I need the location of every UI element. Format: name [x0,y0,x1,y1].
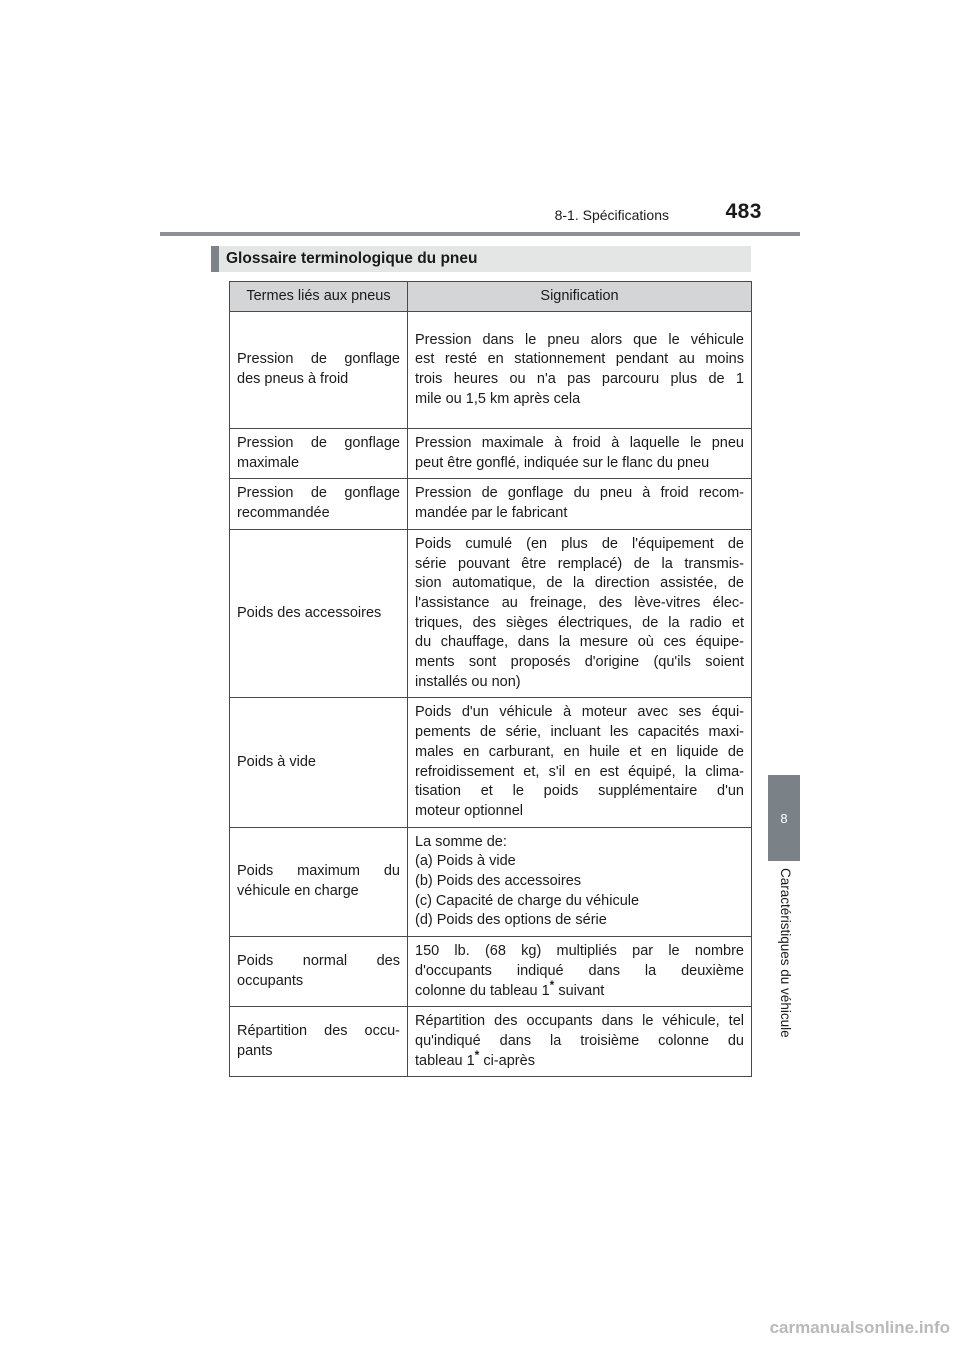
table-row [230,312,752,429]
term-cell: Poids à vide [230,698,408,827]
term-cell: Poids des accessoires [230,529,408,698]
meaning-cell: Pression dans le pneu alors que le véhicule est resté en stationnement pendant au moins trois heures ou n'a pas parcouru plus de 1 mile ou 1,5 km après cela [408,312,752,429]
glossary-table [229,281,752,1077]
meaning-cell: La somme de: (a) Poids à vide (b) Poids des accessoires (c) Capacité de charge du véhicule (d) Poids des options de série [408,827,752,937]
table-row [230,698,752,827]
column-header-meaning: Signification [408,282,752,312]
meaning-cell: 150 lb. (68 kg) multipliés par le nombre d'occupants indiqué dans la deuxième colonne du tableau 1* suivant [408,937,752,1007]
column-header-terms: Termes liés aux pneus [230,282,408,312]
footnote-asterisk: * [474,1047,480,1062]
footnote-asterisk: * [549,977,555,992]
chapter-tab[interactable] [768,775,800,861]
table-row [230,827,752,937]
term-cell: Poids maximum du véhicule en charge [230,827,408,937]
chapter-label: Caractéristiques du véhicule [778,868,793,1038]
chapter-number: 8 [780,810,788,826]
running-header-section: 8-1. Spécifications [554,207,669,223]
term-cell: Répartition des occu- pants [230,1007,408,1077]
table-row [230,1007,752,1077]
meaning-cell: Pression maximale à froid à laquelle le pneu peut être gonflé, indiquée sur le flanc du pneu [408,429,752,479]
site-watermark: carmanualsonline.info [769,1318,950,1337]
term-cell: Pression de gonflage des pneus à froid [230,312,408,429]
table-row [230,937,752,1007]
term-cell: Pression de gonflage maximale [230,429,408,479]
term-cell: Pression de gonflage recommandée [230,479,408,529]
meaning-cell: Poids cumulé (en plus de l'équipement de série pouvant être remplacé) de la transmis- sion automatique, de la direction assistée, de l'assistance au freinage, des lève-vitres élec- triques, des sièges électriques, de la radio et du chauffage, dans la mesure où ces équipe- ments sont proposés d'origine (qu'ils soient installés ou non) [408,529,752,698]
section-title: Glossaire terminologique du pneu [211,246,751,272]
meaning-cell: Pression de gonflage du pneu à froid recom- mandée par le fabricant [408,479,752,529]
table-header-row [230,282,752,312]
table-row [230,429,752,479]
header-divider [160,232,800,236]
meaning-cell: Poids d'un véhicule à moteur avec ses équi- pements de série, incluant les capacités maxi- males en carburant, en huile et en liquide de refroidissement et, s'il en est équipé, la clima- tisation et le poids supplémentaire d'un moteur optionnel [408,698,752,827]
table-row [230,529,752,698]
table-row [230,479,752,529]
meaning-cell: Répartition des occupants dans le véhicule, tel qu'indiqué dans la troisième colonne du tableau 1* ci-après [408,1007,752,1077]
term-cell: Poids normal des occupants [230,937,408,1007]
page-number: 483 [725,200,762,223]
